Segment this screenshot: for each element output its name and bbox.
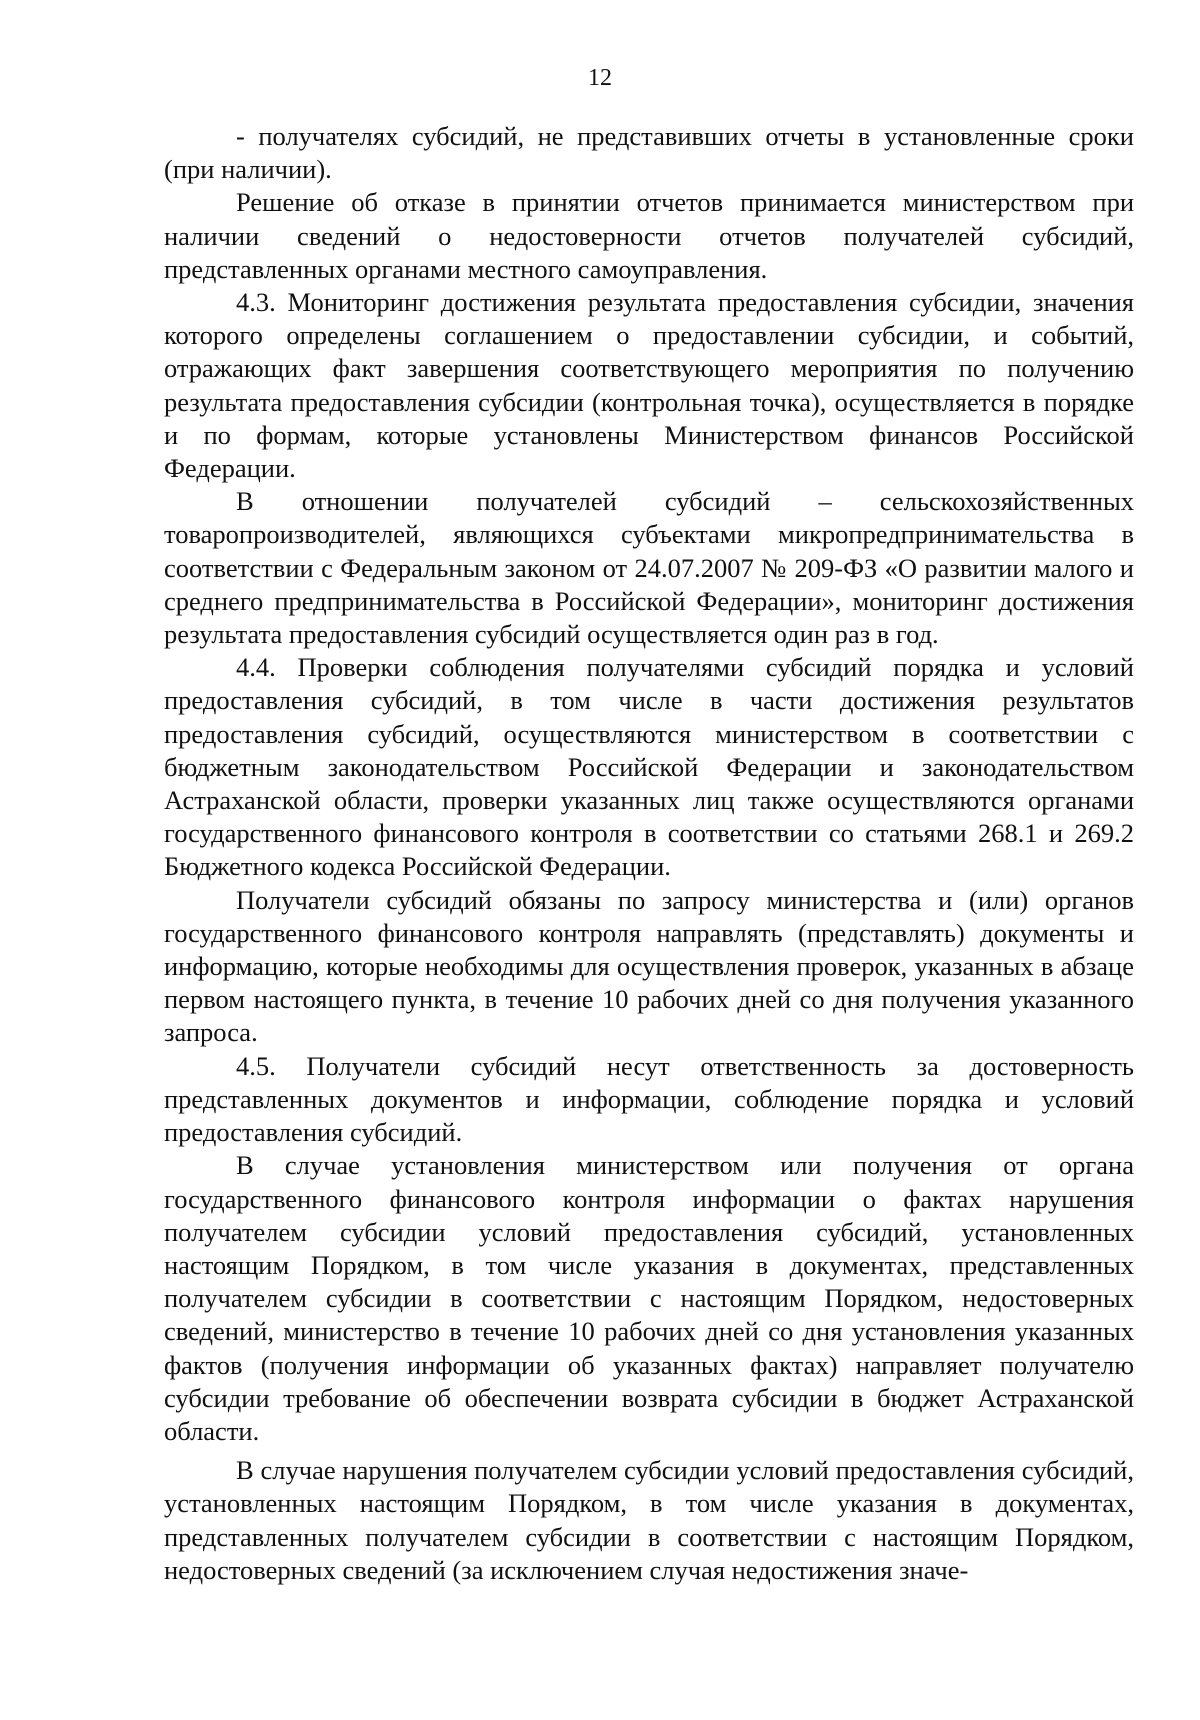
paragraph-4-3-monitoring: 4.3. Мониторинг достижения результата предоставления субсидии, значения которого определены соглашением о предоставлении субсидии, и событий, отражающих факт завершения соответствующего мероприятия по получению результата предоставления субсидии (контрольная точка), осуществляется в порядке и по формам, которые установлены Министерством финансов Российской Федерации. [164, 287, 1134, 484]
paragraph-report-rejection: Решение об отказе в принятии отчетов принимается министерством при наличии сведений о недостоверности отчетов получателей субсидий, представленных органами местного самоуправления. [164, 187, 1134, 284]
paragraph-violation-continued: В случае нарушения получателем субсидии условий предоставления субсидий, установленных настоящим Порядком, в том числе указания в документах, представленных получателем субсидии в соответствии с настоящим Порядком, недостоверных сведений (за исключением случая недостижения значе- [164, 1455, 1134, 1585]
paragraph-4-5-responsibility: 4.5. Получатели субсидий несут ответственность за достоверность представленных документов и информации, соблюдение порядка и условий предоставления субсидий. [164, 1050, 1134, 1148]
paragraph-violation-return: В случае установления министерством или получения от органа государственного финансового контроля информации о фактах нарушения получателем субсидии условий предоставления субсидий, установленных настоящим Порядком, в том числе указания в документах, представленных получателем субсидии в соответствии с настоящим Порядком, недостоверных сведений, министерство в течение 10 рабочих дней со дня установления указанных фактов (получения информации об указанных фактах) направляет получателю субсидии требование об обеспечении возврата субсидии в бюджет Астраханской области. [164, 1150, 1134, 1446]
paragraph-micro-enterprises: В отношении получателей субсидий – сельскохозяйственных товаропроизводителей, являющихся субъектами микропредпринимательства в соответствии с Федеральным законом от 24.07.2007 № 209-ФЗ «О развитии малого и среднего предпринимательства в Российской Федерации», мониторинг достижения результата предоставления субсидий осуществляется один раз в год. [164, 486, 1134, 650]
paragraph-recipients-no-reports: - получателях субсидий, не представивших отчеты в установленные сроки (при наличии). [164, 121, 1134, 185]
paragraph-documents-request: Получатели субсидий обязаны по запросу министерства и (или) органов государственного финансового контроля направлять (представлять) документы и информацию, которые необходимы для осуществления проверок, указанных в абзаце первом настоящего пункта, в течение 10 рабочих дней со дня получения указанного запроса. [164, 884, 1134, 1048]
paragraph-4-4-inspections: 4.4. Проверки соблюдения получателями субсидий порядка и условий предоставления субсидий, в том числе в части достижения результатов предоставления субсидий, осуществляются министерством в соответствии с бюджетным законодательством Российской Федерации и законодательством Астраханской области, проверки указанных лиц также осуществляются органами государственного финансового контроля в соответствии со статьями 268.1 и 269.2 Бюджетного кодекса Российской Федерации. [164, 652, 1134, 882]
page-number: 12 [588, 65, 612, 91]
document-body [164, 120, 1134, 1587]
